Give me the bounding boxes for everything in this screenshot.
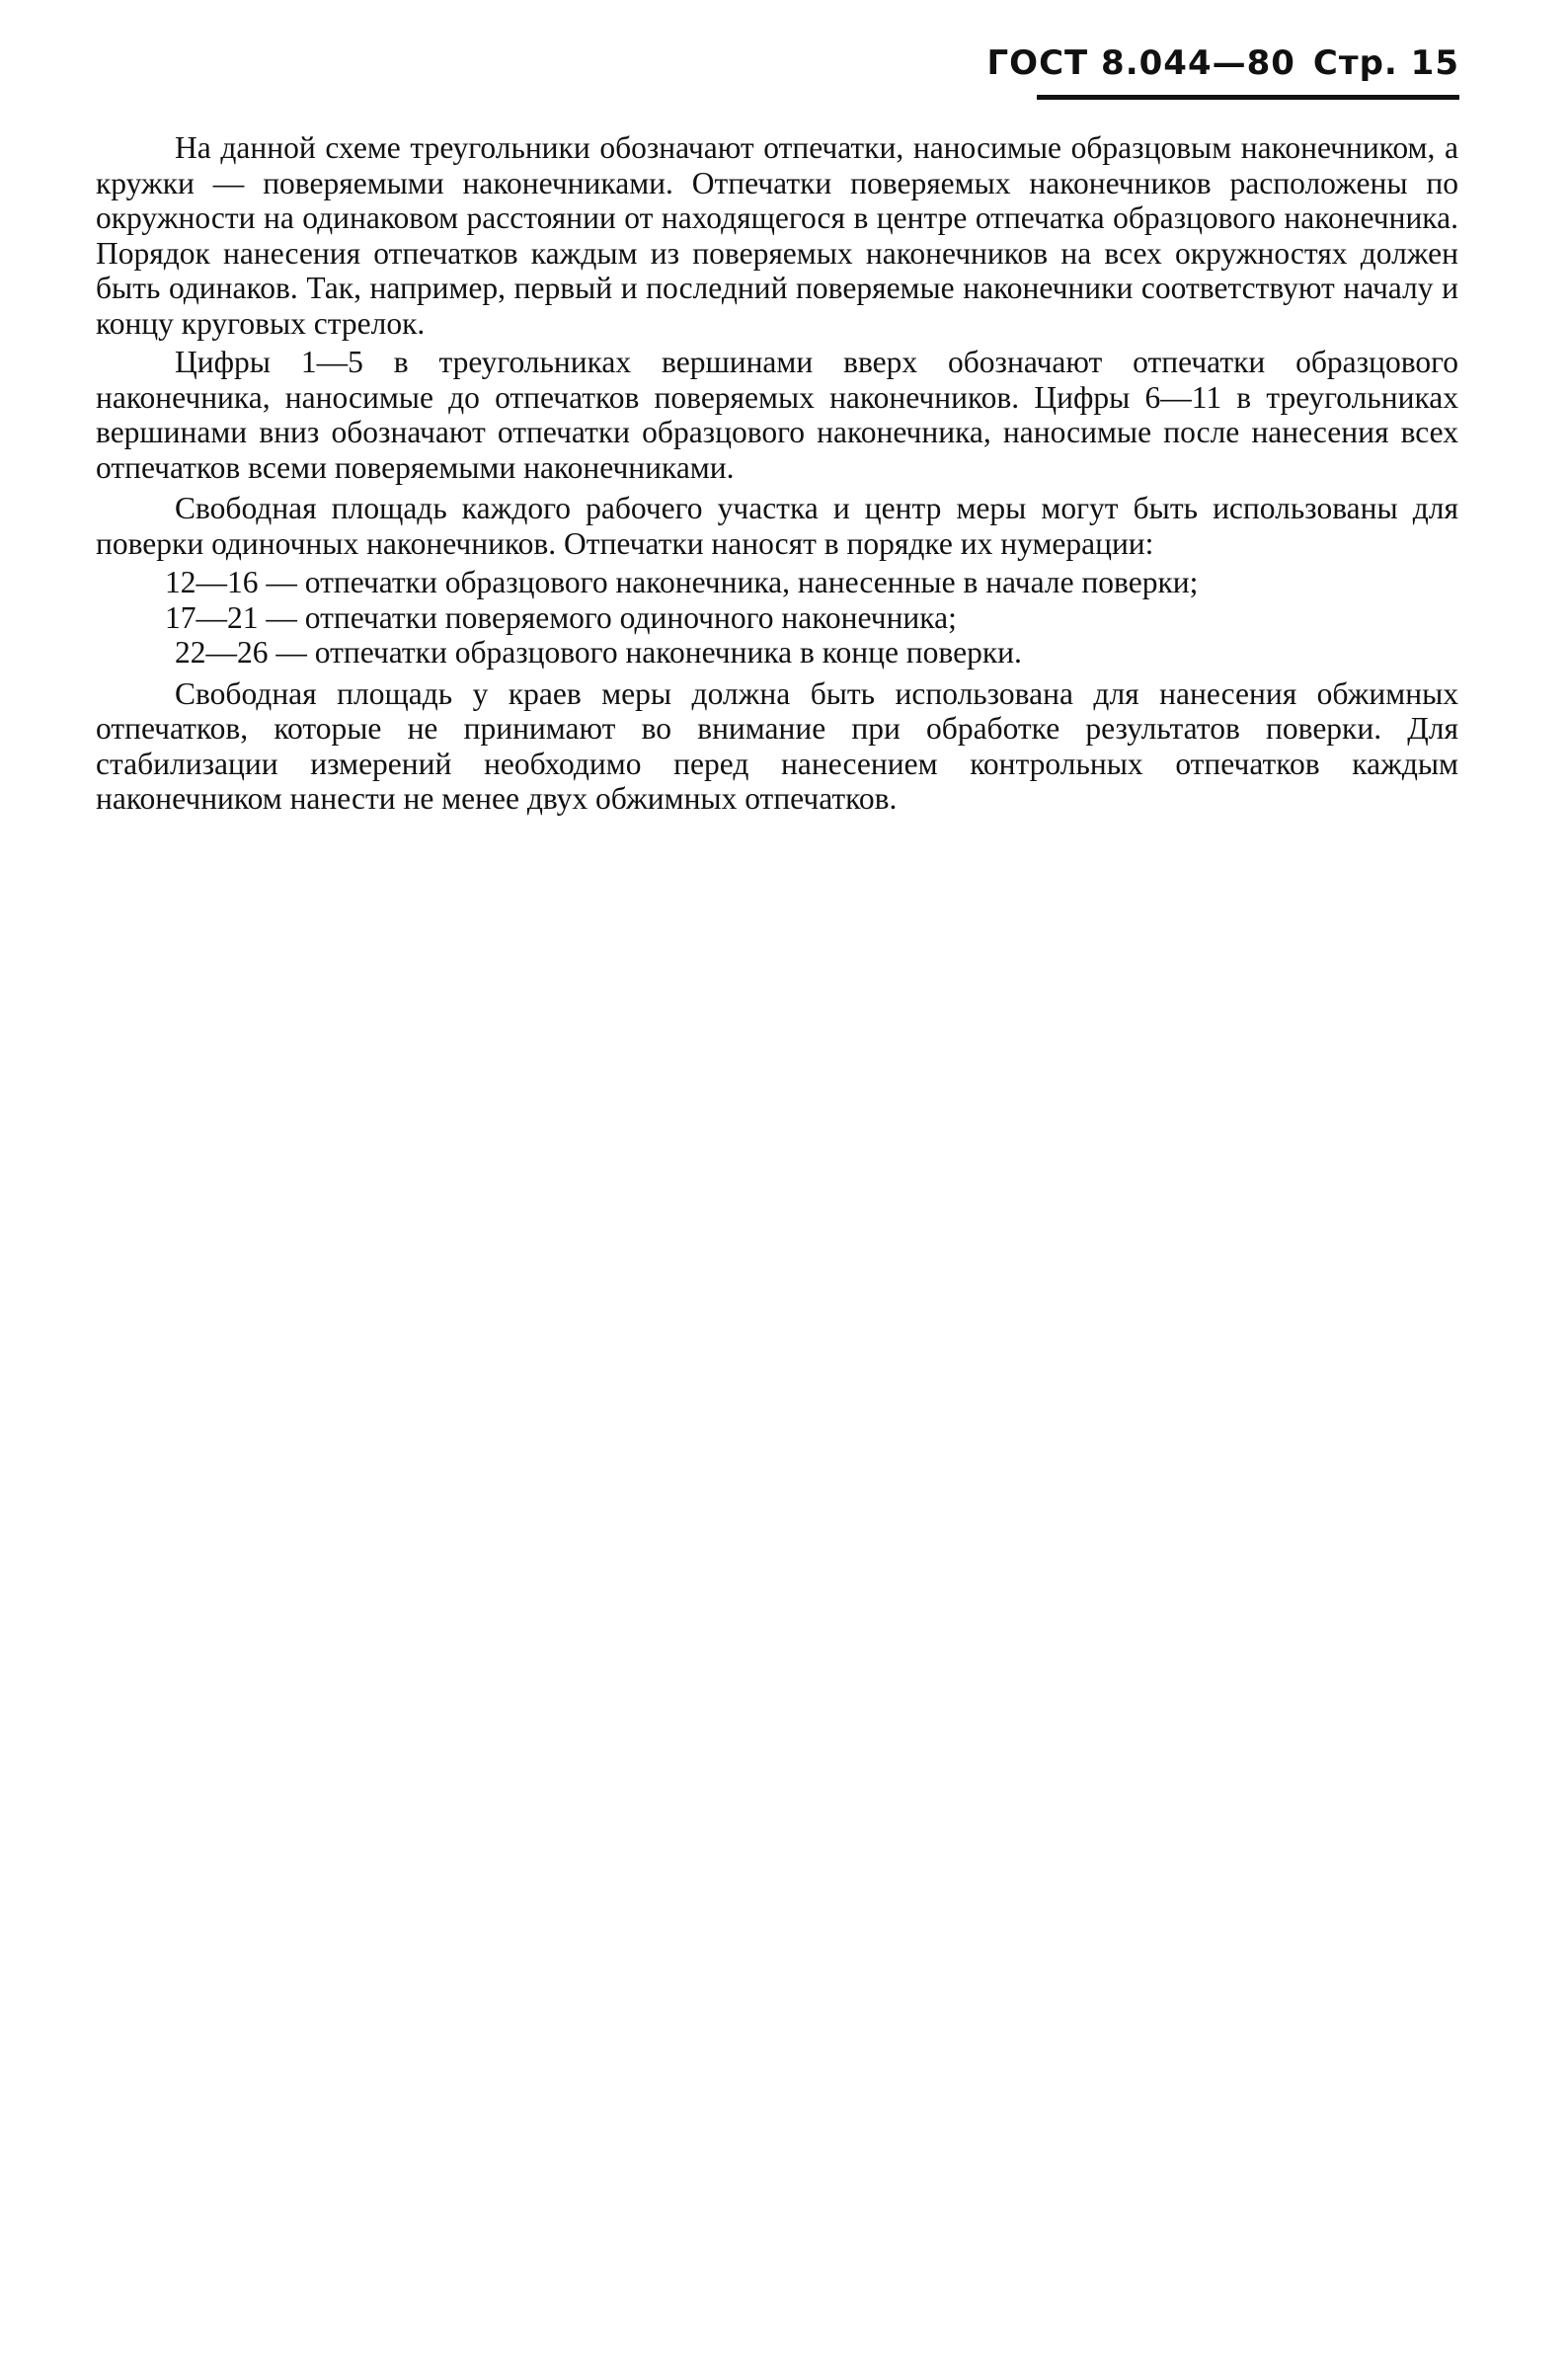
numbering-item: 12—16 — отпечатки образцового наконечника, нанесенные в начале поверки; [165,565,1199,599]
page-number: Стр. 15 [1312,43,1459,83]
numbering-item: 17—21 — отпечатки поверяемого одиночного наконечника; [165,599,957,635]
paragraph-edge-area: Свободная площадь у краев меры должна быть использована для нанесения обжимных отпечатков, которые не принимают во внимание при обработке результатов поверки. Для стабилизации измерений необходимо перед нанесением контрольных отпечатков каждым наконечником нанести не менее двух обжимных отпечатков. [96,675,1458,816]
page-header [987,43,1460,83]
header-rule [1037,95,1459,100]
paragraph-free-area: Свободная площадь каждого рабочего участка и центр меры могут быть использованы для поверки одиночных наконечников. Отпечатки наносят в порядке их нумерации: [96,491,1458,561]
body-text [96,130,1458,821]
standard-number: ГОСТ 8.044—80 [986,43,1295,83]
paragraph-digits-description: Цифры 1—5 в треугольниках вершинами вверх обозначают отпечатки образцового наконечника, наносимые до отпечатков поверяемых наконечников. Цифры 6—11 в треугольниках вершинами вниз обозначают отпечатки образцового наконечника, наносимые после нанесения всех отпечатков всеми поверяемыми наконечниками. [96,345,1458,485]
numbering-item: 22—26 — отпечатки образцового наконечника в конце поверки. [175,635,1022,670]
paragraph-scheme-description: На данной схеме треугольники обозначают отпечатки, наносимые образцовым наконечником, а кружки — поверяемыми наконечниками. Отпечатки поверяемых наконечников расположены по окружности на одинаковом расстоянии от находящегося в центре отпечатка образцового наконечника. Порядок нанесения отпечатков каждым из поверяемых наконечников на всех окружностях должен быть одинаков. Так, например, первый и последний поверяемые наконечники соответствуют началу и концу круговых стрелок. [96,130,1458,341]
